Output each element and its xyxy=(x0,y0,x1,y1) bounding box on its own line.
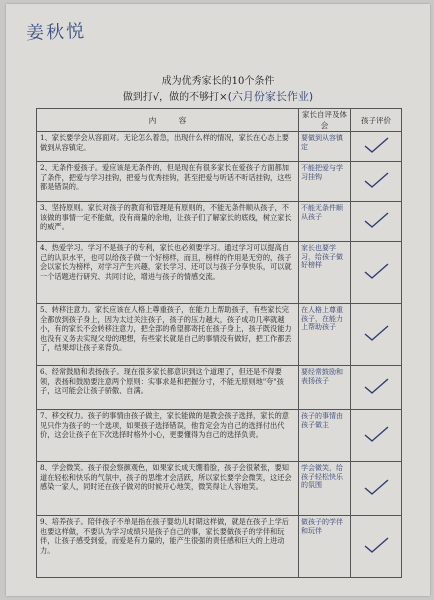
parent-note: 学会微笑，给孩子轻松快乐的氛围 xyxy=(299,462,351,516)
page-title: 成为优秀家长的10个条件 xyxy=(161,76,275,87)
check-icon xyxy=(362,211,390,229)
check-icon xyxy=(362,536,390,554)
child-eval-cell xyxy=(351,462,402,516)
page-subtitle xyxy=(6,88,430,104)
condition-text: 3、坚持原则。家长对孩子的教育和管理是有原则的，不能无条件顺从孩子，不该做的事情一定不能做，没有商量的余地，让孩子们了解家长的底线，树立家长的威严。 xyxy=(37,202,299,242)
subtitle-instruction: 做到打√，做的不够打× xyxy=(122,92,228,103)
subtitle-handwritten-note: (六月份家长作业) xyxy=(227,90,314,103)
condition-text: 5、转移注意力。家长应该在人格上尊重孩子，在能力上帮助孩子，有些家长完全都放到孩子身上，因为太过关注孩子，孩子的压力越大，孩子成功几率就越小，有的家长不会转移注意力，把全部的希望都寄托在孩子身上，孩子既没能力也没有义务去实现父母的理想，有些家长就是自己的事情没有做好，把工作都丢了，结果却让孩子来背负。 xyxy=(37,304,299,366)
header-parent-eval: 家长自评及体会 xyxy=(299,109,351,132)
table-row xyxy=(37,304,402,366)
check-icon xyxy=(362,425,390,443)
parent-note: 在人格上尊重孩子，在能力上帮助孩子 xyxy=(299,304,351,366)
child-eval-cell xyxy=(351,516,402,578)
parent-note: 家长也要学习，给孩子做好榜样 xyxy=(299,242,351,304)
table-row xyxy=(37,366,402,410)
condition-text: 6、经常鼓励和表扬孩子。现在很多家长都意识到这个道理了，但还是不得要领，表扬和鼓励要注意两个原则：实事求是和把握分寸，不能无原则地"夸"孩子，这可能会让孩子骄傲、自满。 xyxy=(37,366,299,410)
check-icon xyxy=(362,377,390,395)
conditions-table xyxy=(36,108,402,578)
table-header-row xyxy=(37,109,402,132)
parent-note: 做孩子的学伴和玩伴 xyxy=(299,516,351,578)
condition-text: 2、无条件爱孩子。爱应该是无条件的，但是现在有很多家长在爱孩子方面都加了条件，把爱与学习挂钩，把爱与优秀挂钩，甚至把爱与听话不听话挂钩，这些都是错误的。 xyxy=(37,162,299,202)
condition-text: 7、移交权力。孩子的事情由孩子做主，家长能做的是教会孩子选择，家长的意见只作为孩子的一个选项，如果孩子选择错误，他肯定会为自己的选择付出代价，这会让孩子在下次选择时格外小心，更要懂得为自己的选择负责。 xyxy=(37,410,299,462)
child-eval-cell xyxy=(351,410,402,462)
parent-note: 要经常鼓励和表扬孩子 xyxy=(299,366,351,410)
table-row xyxy=(37,242,402,304)
parent-note: 不能无条件顺从孩子 xyxy=(299,202,351,242)
check-icon xyxy=(362,136,390,154)
child-eval-cell xyxy=(351,162,402,202)
handwritten-name: 姜秋悦 xyxy=(25,20,87,45)
table-row xyxy=(37,132,402,162)
check-icon xyxy=(362,478,390,496)
child-eval-cell xyxy=(351,132,402,162)
parent-note: 不能把爱与学习挂钩 xyxy=(299,162,351,202)
check-icon xyxy=(362,262,390,280)
table-row xyxy=(37,162,402,202)
header-child-eval: 孩子评价 xyxy=(351,109,402,132)
child-eval-cell xyxy=(351,366,402,410)
condition-text: 8、学会微笑。孩子很会察颜观色，如果家长成天绷着脸，孩子会很紧张，要知道在轻松和快乐的气氛中，孩子的思维才会活跃，所以家长要学会微笑，这还会感染一家人，同时还在孩子做对的时候开心地笑，微笑得让人容地笑。 xyxy=(37,462,299,516)
parent-note: 孩子的事情由孩子做主 xyxy=(299,410,351,462)
check-icon xyxy=(362,171,390,189)
table-row xyxy=(37,202,402,242)
condition-text: 1、家长要学会从容面对。无论怎么着急，出现什么样的情况，家长在心态上要做到从容镇定。 xyxy=(37,132,299,162)
header-content: 内 容 xyxy=(37,109,299,132)
table-row xyxy=(37,516,402,578)
child-eval-cell xyxy=(351,202,402,242)
condition-text: 4、热爱学习。学习不是孩子的专利，家长也必须要学习。通过学习可以提高自己的认识水平，也可以给孩子做一个好榜样，而且，榜样的作用是无穷的，孩子会以家长为榜样，对学习产生兴趣，家长学习、还可以与孩子分享快乐，可以就一个话题进行研究、共同讨论，增进与孩子的情感交流。 xyxy=(37,242,299,304)
document-page xyxy=(6,4,430,596)
condition-text: 9、培养孩子。陪伴孩子不单是指在孩子婴幼儿时期这样做，就是在孩子上学后也要这样做，不要认为学习成绩只是孩子自己的事，家长要做孩子的学伴和玩伴，让孩子感受到爱，而爱是有力量的，能产生很强的责任感和巨大的上进动力。 xyxy=(37,516,299,578)
check-icon xyxy=(362,324,390,342)
parent-note: 要做到从容镇定 xyxy=(299,132,351,162)
table-row xyxy=(37,462,402,516)
child-eval-cell xyxy=(351,242,402,304)
child-eval-cell xyxy=(351,304,402,366)
table-row xyxy=(37,410,402,462)
